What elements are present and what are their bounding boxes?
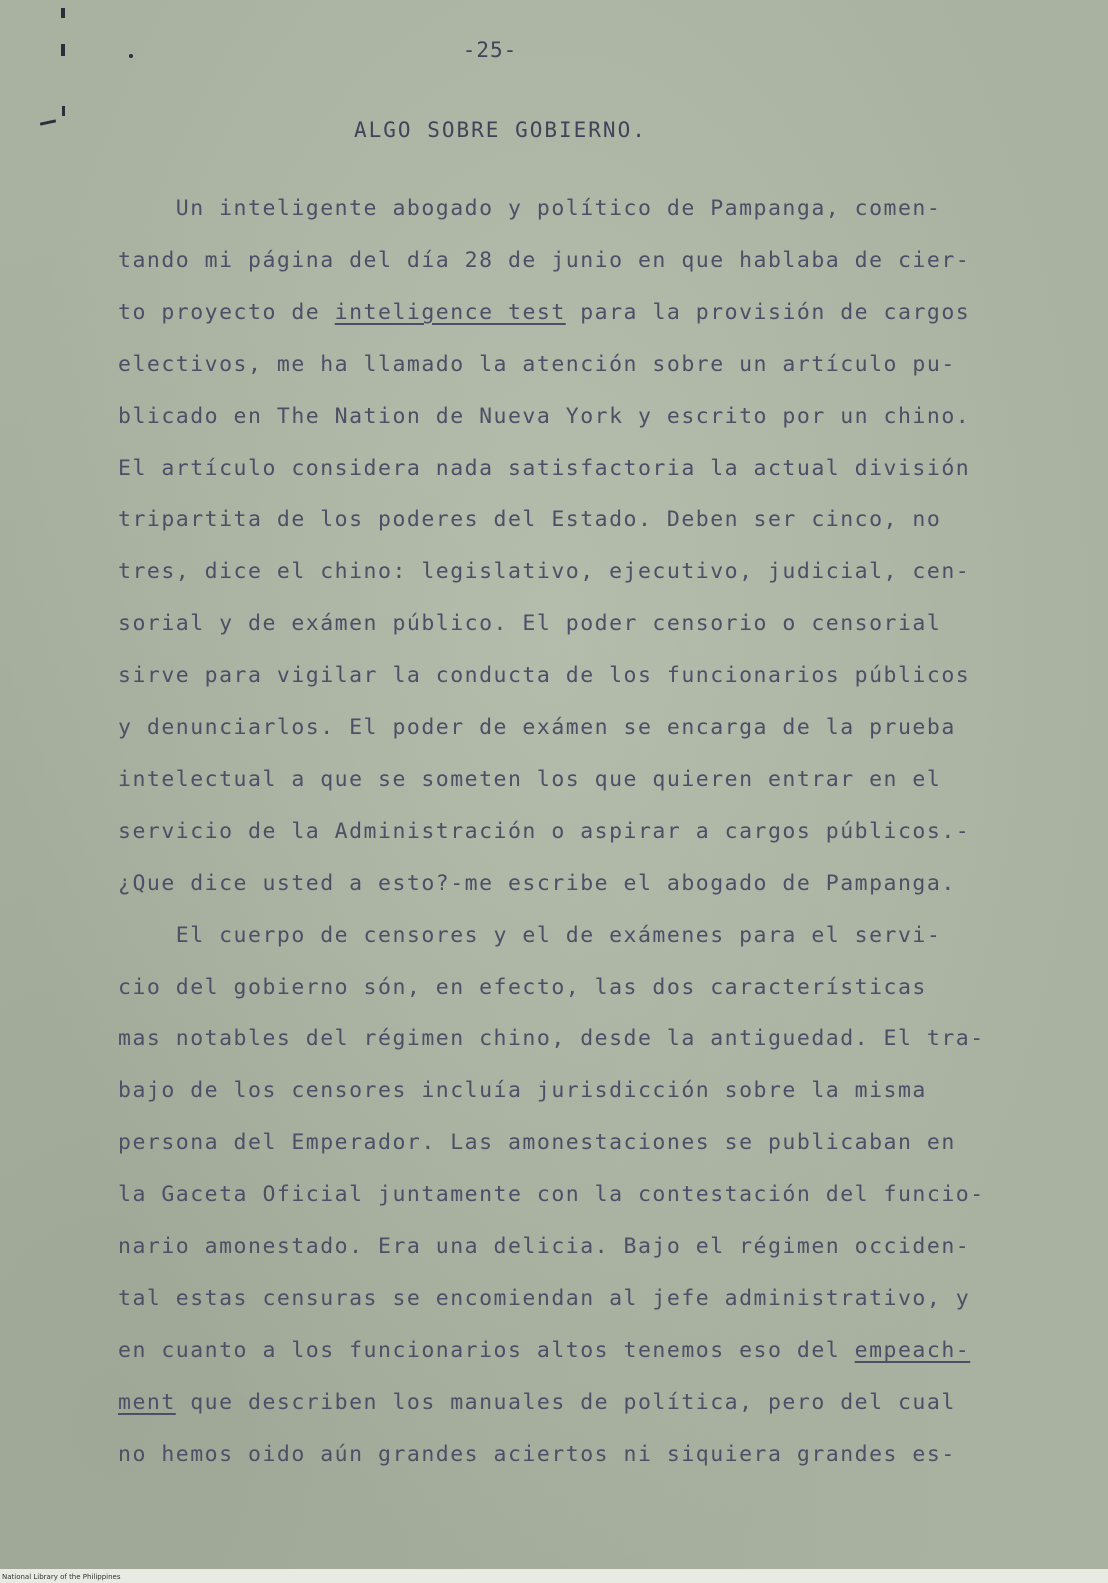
text-line-segment: persona del Emperador. Las amonestaciones se publicaban en bbox=[118, 1130, 956, 1155]
text-line bbox=[118, 352, 956, 377]
binder-hole-mark bbox=[62, 106, 65, 116]
text-line bbox=[118, 1026, 985, 1051]
text-line bbox=[118, 1390, 956, 1415]
page-number: -25- bbox=[462, 38, 518, 62]
text-line bbox=[118, 715, 956, 740]
text-line-segment: intelectual a que se someten los que quieren entrar en el bbox=[118, 767, 942, 792]
text-line bbox=[118, 1234, 970, 1259]
text-line bbox=[118, 196, 941, 221]
text-line-segment: blicado en The Nation de Nueva York y escrito por un chino. bbox=[118, 404, 971, 429]
text-line bbox=[118, 456, 970, 481]
text-line-segment: tando mi página del día 28 de junio en que hablaba de cier- bbox=[118, 248, 971, 273]
text-line-segment: servicio de la Administración o aspirar a cargos públicos.- bbox=[118, 819, 971, 844]
underlined-term: inteligence test bbox=[334, 300, 566, 325]
text-line bbox=[118, 1286, 970, 1311]
text-line-segment: tal estas censuras se encomiendan al jefe administrativo, y bbox=[118, 1286, 971, 1311]
text-line-segment: to proyecto de bbox=[118, 300, 335, 325]
underlined-term: empeach- bbox=[854, 1338, 971, 1363]
library-credit: National Library of the Philippines bbox=[2, 1573, 121, 1581]
text-line-segment: sirve para vigilar la conducta de los funcionarios públicos bbox=[118, 663, 971, 688]
text-line bbox=[118, 611, 941, 636]
text-line bbox=[118, 404, 970, 429]
text-line-segment: nario amonestado. Era una delicia. Bajo el régimen occiden- bbox=[118, 1234, 971, 1259]
text-line-segment: El artículo considera nada satisfactoria la actual división bbox=[118, 456, 971, 481]
text-line-segment: en cuanto a los funcionarios altos tenemos eso del bbox=[118, 1338, 855, 1363]
text-line bbox=[118, 1338, 970, 1363]
text-line bbox=[118, 663, 970, 688]
text-line bbox=[118, 767, 941, 792]
text-line-segment: electivos, me ha llamado la atención sobre un artículo pu- bbox=[118, 352, 956, 377]
text-line-segment: bajo de los censores incluía jurisdicción sobre la misma bbox=[118, 1078, 927, 1103]
text-line bbox=[118, 559, 970, 584]
text-line bbox=[118, 248, 970, 273]
text-line bbox=[118, 1078, 927, 1103]
text-line-segment: tripartita de los poderes del Estado. Deben ser cinco, no bbox=[118, 507, 942, 532]
text-line-segment: no hemos oido aún grandes aciertos ni siquiera grandes es- bbox=[118, 1442, 956, 1467]
text-line-segment: y denunciarlos. El poder de exámen se encarga de la prueba bbox=[118, 715, 956, 740]
text-line bbox=[118, 1130, 956, 1155]
text-line bbox=[118, 1182, 985, 1207]
text-line bbox=[118, 923, 941, 948]
text-line-segment: mas notables del régimen chino, desde la antiguedad. El tra- bbox=[118, 1026, 985, 1051]
text-line-segment: la Gaceta Oficial juntamente con la contestación del funcio- bbox=[118, 1182, 985, 1207]
text-line-segment: tres, dice el chino: legislativo, ejecutivo, judicial, cen- bbox=[118, 559, 971, 584]
text-line-segment: sorial y de exámen público. El poder censorio o censorial bbox=[118, 611, 942, 636]
underlined-term: ment bbox=[118, 1390, 176, 1415]
binder-hole-mark bbox=[40, 119, 56, 125]
page-title: ALGO SOBRE GOBIERNO. bbox=[354, 118, 647, 142]
text-line bbox=[118, 507, 941, 532]
text-line-segment: que describen los manuales de política, pero del cual bbox=[175, 1390, 956, 1415]
text-line-segment: ¿Que dice usted a esto?-me escribe el abogado de Pampanga. bbox=[118, 871, 956, 896]
text-line bbox=[118, 1442, 956, 1467]
binder-hole-mark bbox=[61, 8, 65, 18]
text-line-segment: cio del gobierno són, en efecto, las dos características bbox=[118, 975, 927, 1000]
text-line bbox=[118, 975, 927, 1000]
text-line-segment: para la provisión de cargos bbox=[565, 300, 971, 325]
text-line bbox=[118, 300, 970, 325]
text-line-segment: El cuerpo de censores y el de exámenes para el servi- bbox=[118, 923, 942, 948]
text-line bbox=[118, 819, 970, 844]
footer-strip bbox=[0, 1569, 1108, 1583]
text-line bbox=[118, 871, 956, 896]
text-line-segment: Un inteligente abogado y político de Pampanga, comen- bbox=[118, 196, 942, 221]
